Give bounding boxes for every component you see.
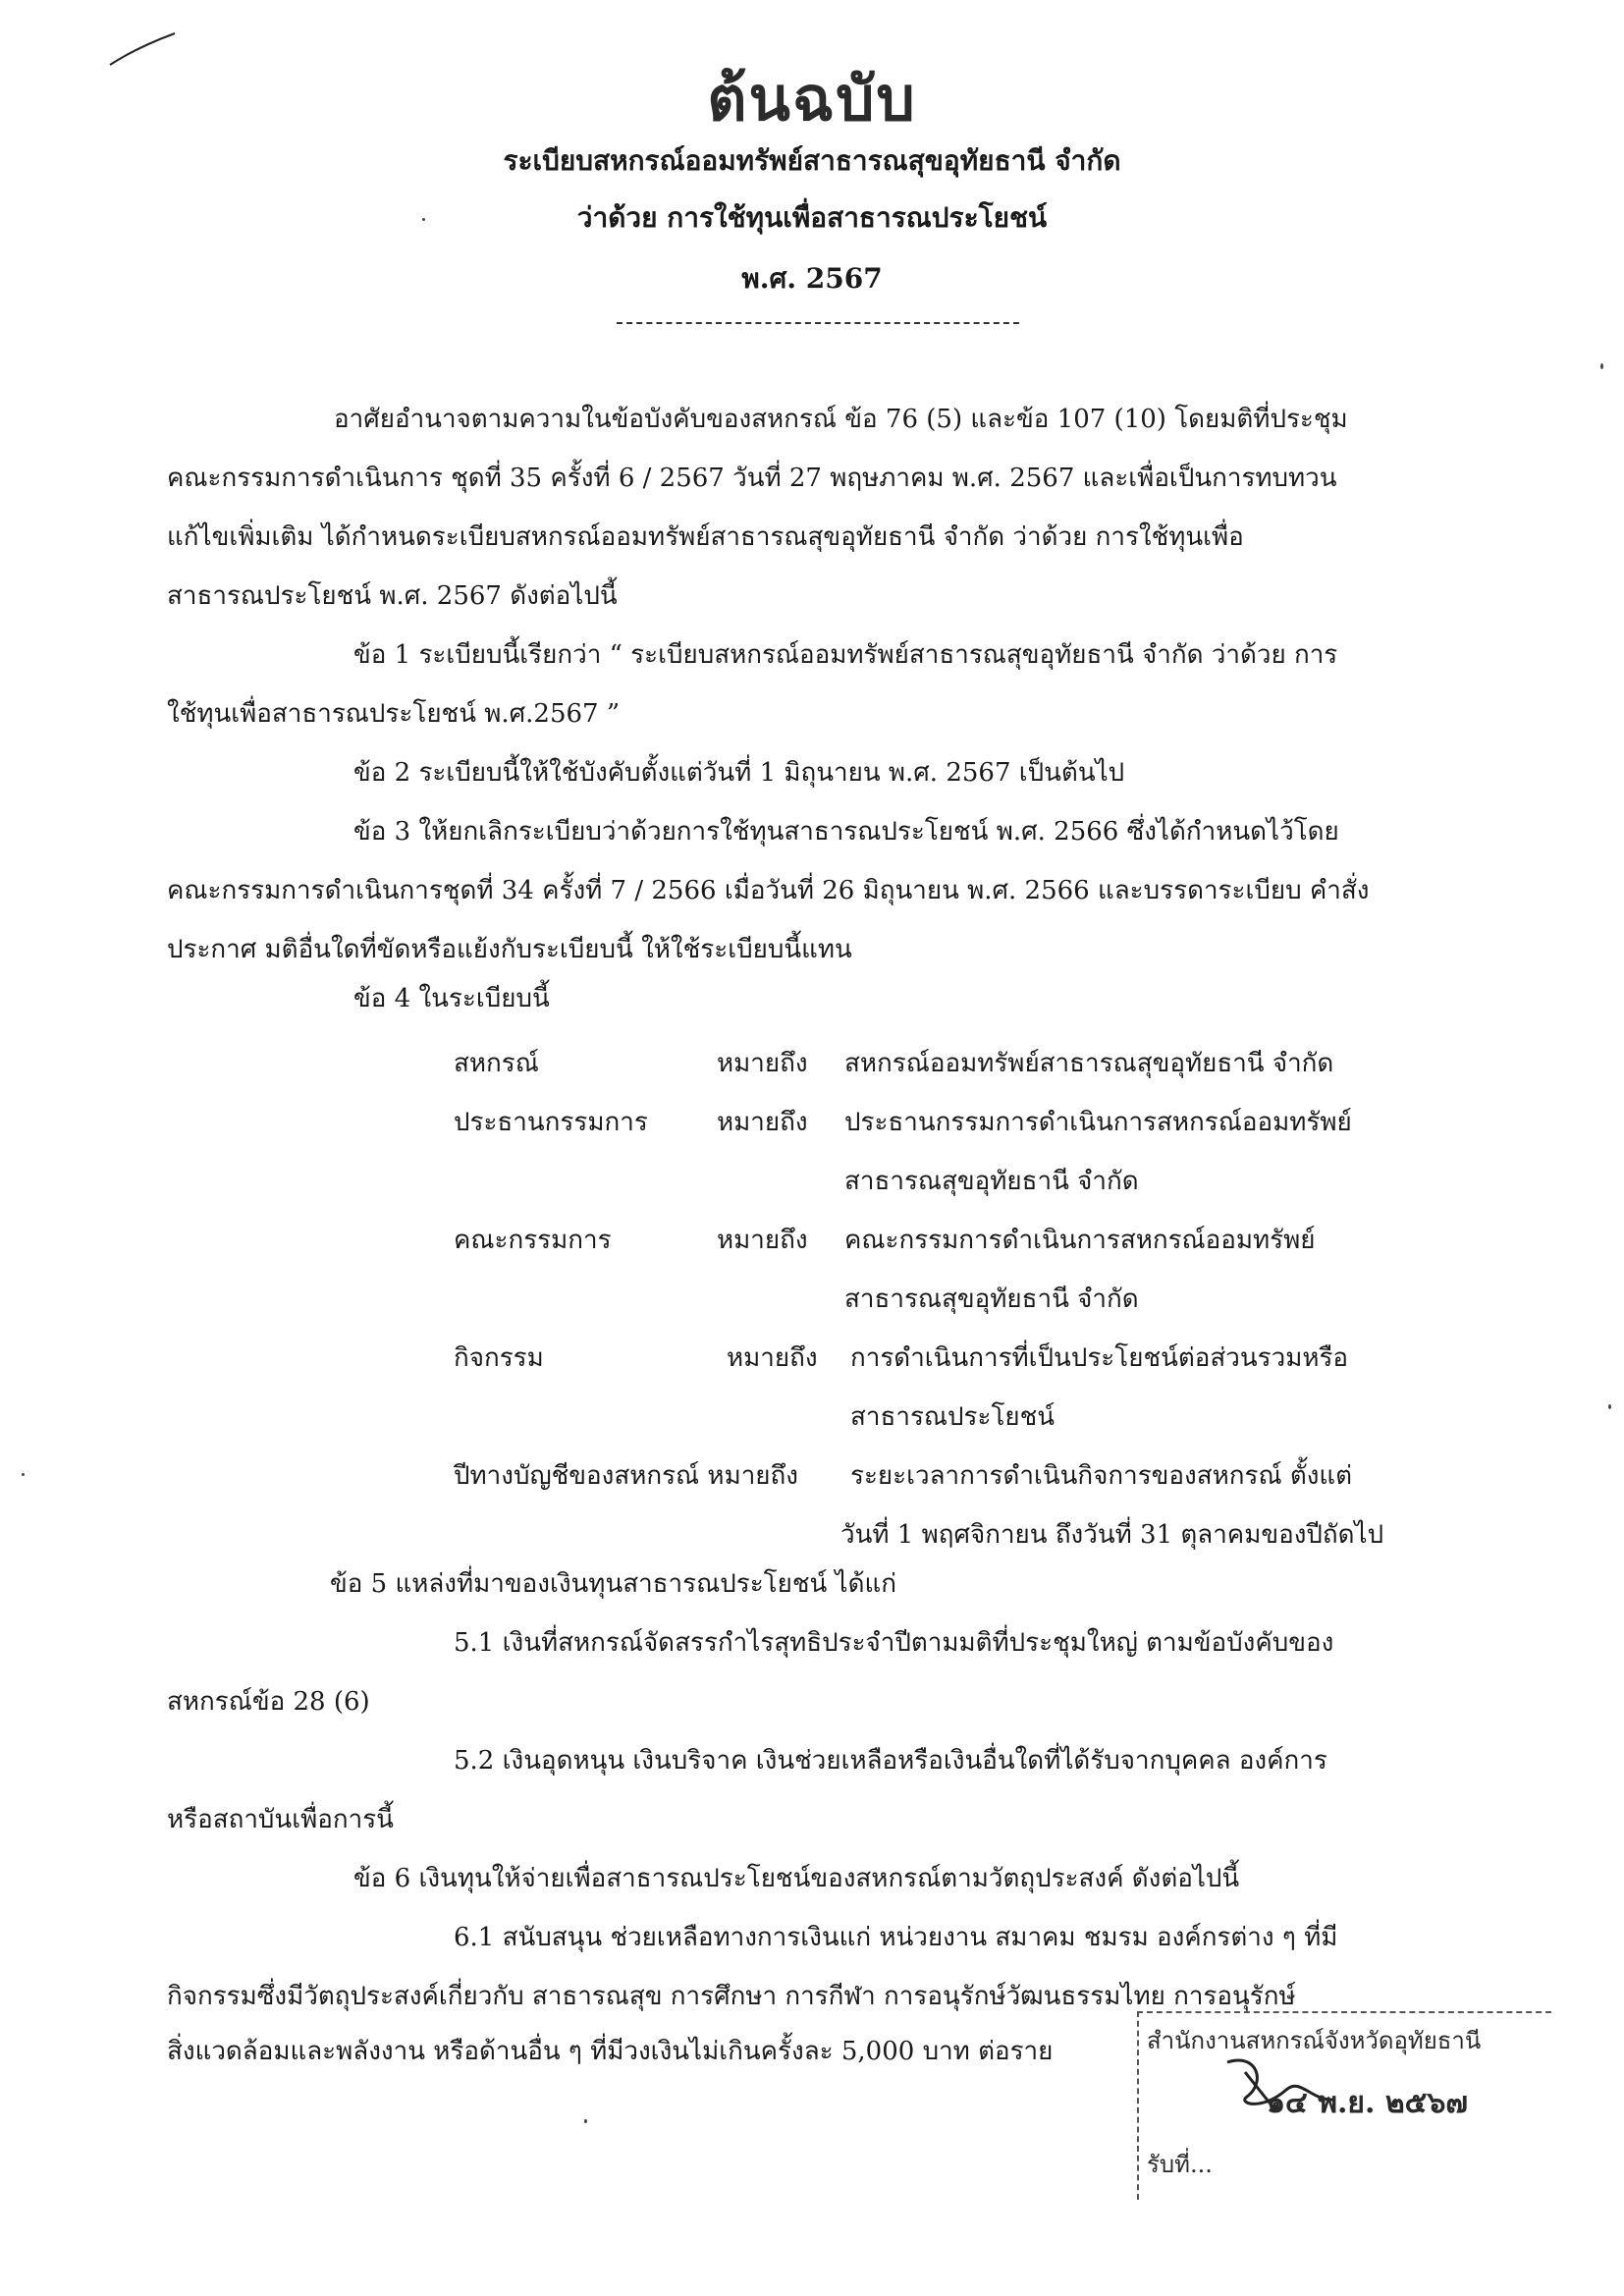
title-divider	[617, 322, 1019, 324]
definition-term: คณะกรรมการ	[454, 1226, 612, 1255]
original-copy-stamp: ต้นฉบับ	[707, 63, 917, 135]
stamp-date: ๑๔ พ.ย. ๒๕๖๗	[1267, 2086, 1468, 2120]
stamp-received-label: รับที่...	[1147, 2151, 1213, 2178]
clause-5-2-line-2: หรือสถาบันเพื่อการนี้	[167, 1805, 394, 1834]
clause-1-line-2: ใช้ทุนเพื่อสาธารณประโยชน์ พ.ศ.2567 ”	[167, 699, 621, 729]
definition-term: สหกรณ์	[454, 1049, 539, 1078]
definition-term: ประธานกรรมการ	[454, 1108, 648, 1137]
clause-3-line-3: ประกาศ มติอื่นใดที่ขัดหรือแย้งกับระเบียบนี้ ให้ใช้ระเบียบนี้แทน	[167, 935, 852, 964]
preamble-line-2: คณะกรรมการดำเนินการ ชุดที่ 35 ครั้งที่ 6 / 2567 วันที่ 27 พฤษภาคม พ.ศ. 2567 และเพื่อเป็นการทบทวน	[167, 464, 1337, 493]
clause-6-1-line-3: สิ่งแวดล้อมและพลังงาน หรือด้านอื่น ๆ ที่มีวงเงินไม่เกินครั้งละ 5,000 บาท ต่อราย	[167, 2037, 1054, 2066]
definition-text: สหกรณ์ออมทรัพย์สาธารณสุขอุทัยธานี จำกัด	[844, 1049, 1334, 1078]
definition-text-continued: วันที่ 1 พฤศจิกายน ถึงวันที่ 31 ตุลาคมของปีถัดไป	[840, 1520, 1384, 1550]
clause-4-heading: ข้อ 4 ในระเบียบนี้	[353, 984, 550, 1013]
clause-5-1-line-2: สหกรณ์ข้อ 28 (6)	[167, 1687, 370, 1717]
clause-6-1-line-2: กิจกรรมซึ่งมีวัตถุประสงค์เกี่ยวกับ สาธารณสุข การศึกษา การกีฬา การอนุรักษ์วัฒนธรรมไทย การอนุรักษ์	[167, 1982, 1296, 2011]
definition-text: การดำเนินการที่เป็นประโยชน์ต่อส่วนรวมหรือ	[850, 1343, 1349, 1373]
definition-text: คณะกรรมการดำเนินการสหกรณ์ออมทรัพย์	[844, 1226, 1316, 1255]
definition-term: กิจกรรม	[454, 1343, 544, 1373]
definition-means: หมายถึง	[717, 1226, 808, 1255]
document-title: ระเบียบสหกรณ์ออมทรัพย์สาธารณสุขอุทัยธานี จำกัด	[503, 144, 1121, 177]
scan-speck	[1600, 363, 1603, 369]
document-year: พ.ศ. 2567	[741, 262, 883, 295]
definition-text-continued: สาธารณสุขอุทัยธานี จำกัด	[844, 1285, 1139, 1314]
clause-5-heading: ข้อ 5 แหล่งที่มาของเงินทุนสาธารณประโยชน์ ได้แก่	[330, 1569, 897, 1599]
clause-6-heading: ข้อ 6 เงินทุนให้จ่ายเพื่อสาธารณประโยชน์ของสหกรณ์ตามวัตถุประสงค์ ดังต่อไปนี้	[353, 1864, 1240, 1893]
clause-5-1-line-1: 5.1 เงินที่สหกรณ์จัดสรรกำไรสุทธิประจำปีตามมติที่ประชุมใหญ่ ตามข้อบังคับของ	[454, 1628, 1334, 1658]
definition-means: หมายถึง	[717, 1049, 808, 1078]
definition-means: หมายถึง	[727, 1343, 818, 1373]
clause-3-line-2: คณะกรรมการดำเนินการชุดที่ 34 ครั้งที่ 7 / 2566 เมื่อวันที่ 26 มิถุนายน พ.ศ. 2566 และบรรดาระเบียบ คำสั่ง	[167, 876, 1370, 905]
scan-speck	[22, 1473, 25, 1476]
preamble-line-1: อาศัยอำนาจตามความในข้อบังคับของสหกรณ์ ข้อ 76 (5) และข้อ 107 (10) โดยมติที่ประชุม	[334, 405, 1348, 434]
definition-text-continued: สาธารณประโยชน์	[850, 1402, 1056, 1432]
definition-means: หมายถึง	[717, 1108, 808, 1137]
definition-text: ประธานกรรมการดำเนินการสหกรณ์ออมทรัพย์	[844, 1108, 1352, 1137]
clause-1-line-1: ข้อ 1 ระเบียบนี้เรียกว่า “ ระเบียบสหกรณ์ออมทรัพย์สาธารณสุขอุทัยธานี จำกัด ว่าด้วย การ	[353, 640, 1338, 670]
clause-6-1-line-1: 6.1 สนับสนุน ช่วยเหลือทางการเงินแก่ หน่วยงาน สมาคม ชมรม องค์กรต่าง ๆ ที่มี	[454, 1923, 1338, 1952]
definition-text: ระยะเวลาการดำเนินกิจการของสหกรณ์ ตั้งแต่	[850, 1461, 1353, 1491]
preamble-line-4: สาธารณประโยชน์ พ.ศ. 2567 ดังต่อไปนี้	[167, 581, 618, 611]
definition-term: ปีทางบัญชีของสหกรณ์ หมายถึง	[454, 1461, 798, 1491]
document-subtitle: ว่าด้วย การใช้ทุนเพื่อสาธารณประโยชน์	[576, 201, 1048, 234]
stamp-office-name: สำนักงานสหกรณ์จังหวัดอุทัยธานี	[1147, 2027, 1482, 2054]
preamble-line-3: แก้ไขเพิ่มเติม ได้กำหนดระเบียบสหกรณ์ออมทรัพย์สาธารณสุขอุทัยธานี จำกัด ว่าด้วย การใช้ทุนเพื่อ	[167, 522, 1244, 552]
scan-speck	[1608, 1404, 1611, 1409]
scan-speck	[422, 218, 425, 221]
clause-5-2-line-1: 5.2 เงินอุดหนุน เงินบริจาค เงินช่วยเหลือหรือเงินอื่นใดที่ได้รับจากบุคคล องค์การ	[454, 1746, 1327, 1776]
clause-2-line-1: ข้อ 2 ระเบียบนี้ให้ใช้บังคับตั้งแต่วันที่ 1 มิถุนายน พ.ศ. 2567 เป็นต้นไป	[353, 758, 1125, 788]
clause-3-line-1: ข้อ 3 ให้ยกเลิกระเบียบว่าด้วยการใช้ทุนสาธารณประโยชน์ พ.ศ. 2566 ซึ่งได้กำหนดไว้โดย	[353, 817, 1339, 847]
scan-speck	[584, 2119, 587, 2123]
definition-text-continued: สาธารณสุขอุทัยธานี จำกัด	[844, 1167, 1139, 1196]
